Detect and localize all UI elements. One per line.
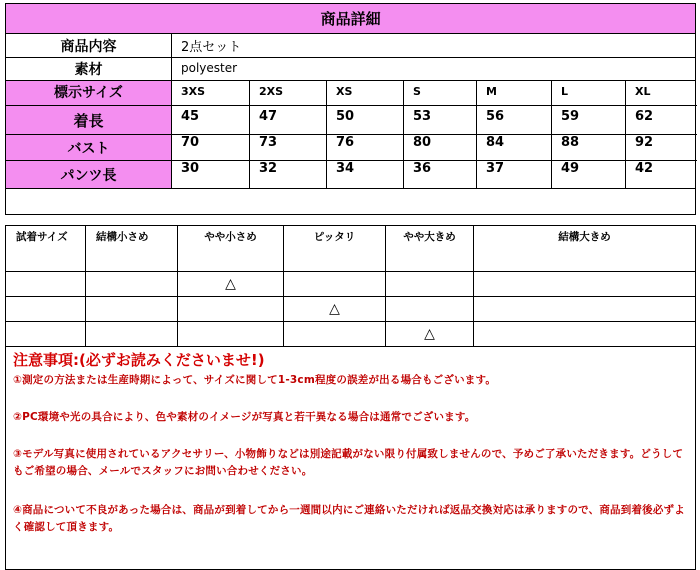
fit-cell xyxy=(474,322,696,347)
fit-cell xyxy=(86,322,178,347)
fit-row-1-label xyxy=(6,272,86,297)
note-item-3: ③モデル写真に使用されているアクセサリー、小物飾りなどは別途記載がない限り付属致しませんので、予めご了承いただきます。どうしてもご希望の場合、メールでスタッフにお問い合わせください。 xyxy=(13,448,684,477)
fit-mark-slightly-smaller: △ xyxy=(178,272,284,297)
bust-2xs: 73 xyxy=(250,135,327,161)
notes-title: 注意事項:(必ずお読みくださいませ!) xyxy=(13,351,265,369)
fit-cell xyxy=(178,297,284,322)
bust-m: 84 xyxy=(477,135,552,161)
note-item-4: ④商品について不良があった場合は、商品が到着してから一週間以内にご連絡いただければ返品交換対応は承りますので、商品到着後必ずよく確認して頂きます。 xyxy=(13,504,685,533)
bust-s: 80 xyxy=(404,135,477,161)
fit-header-just-right: ピッタリ xyxy=(284,226,386,272)
fit-row-2-label xyxy=(6,297,86,322)
length-2xs: 47 xyxy=(250,106,327,135)
fit-mark-just-right: △ xyxy=(284,297,386,322)
length-s: 53 xyxy=(404,106,477,135)
fit-mark-slightly-larger: △ xyxy=(386,322,474,347)
size-header-3xs: 3XS xyxy=(172,81,250,106)
fit-header-much-larger: 結構大きめ xyxy=(474,226,696,272)
fit-and-notes xyxy=(5,225,695,570)
fit-table xyxy=(5,225,696,570)
content-label: 商品内容 xyxy=(6,34,172,58)
size-header-xl: XL xyxy=(626,81,696,106)
material-value: polyester xyxy=(172,58,696,81)
size-label: 標示サイズ xyxy=(6,81,172,106)
row-label-pants-length: パンツ長 xyxy=(6,161,172,189)
page-title: 商品詳細 xyxy=(6,4,696,34)
fit-cell xyxy=(386,297,474,322)
pants-2xs: 32 xyxy=(250,161,327,189)
material-label: 素材 xyxy=(6,58,172,81)
pants-m: 37 xyxy=(477,161,552,189)
bust-xs: 76 xyxy=(327,135,404,161)
size-header-2xs: 2XS xyxy=(250,81,327,106)
pants-3xs: 30 xyxy=(172,161,250,189)
fit-cell xyxy=(474,272,696,297)
fit-cell xyxy=(386,272,474,297)
length-3xs: 45 xyxy=(172,106,250,135)
bust-xl: 92 xyxy=(626,135,696,161)
size-header-l: L xyxy=(552,81,626,106)
fit-header-slightly-smaller: やや小さめ xyxy=(178,226,284,272)
size-header-m: M xyxy=(477,81,552,106)
bust-l: 88 xyxy=(552,135,626,161)
fit-header-much-smaller: 結構小さめ xyxy=(86,226,178,272)
size-header-xs: XS xyxy=(327,81,404,106)
spacer-row xyxy=(6,189,696,215)
fit-cell xyxy=(178,322,284,347)
fit-cell xyxy=(474,297,696,322)
size-header-s: S xyxy=(404,81,477,106)
fit-label-header: 試着サイズ xyxy=(6,226,86,272)
note-item-1: ①測定の方法または生産時期によって、サイズに関して1-3cm程度の誤差が出る場合もございます。 xyxy=(13,374,497,386)
fit-header-slightly-larger: やや大きめ xyxy=(386,226,474,272)
bust-3xs: 70 xyxy=(172,135,250,161)
row-label-bust: バスト xyxy=(6,135,172,161)
pants-xl: 42 xyxy=(626,161,696,189)
row-label-length: 着長 xyxy=(6,106,172,135)
length-xs: 50 xyxy=(327,106,404,135)
fit-cell xyxy=(86,297,178,322)
pants-xs: 34 xyxy=(327,161,404,189)
length-xl: 62 xyxy=(626,106,696,135)
fit-cell xyxy=(284,272,386,297)
product-detail-table xyxy=(5,3,696,215)
notes-section xyxy=(6,347,696,570)
pants-l: 49 xyxy=(552,161,626,189)
fit-cell xyxy=(86,272,178,297)
note-item-2: ②PC環境や光の具合により、色や素材のイメージが写真と若干異なる場合は通常でございます。 xyxy=(13,411,476,423)
pants-s: 36 xyxy=(404,161,477,189)
length-m: 56 xyxy=(477,106,552,135)
fit-cell xyxy=(284,322,386,347)
length-l: 59 xyxy=(552,106,626,135)
fit-row-3-label xyxy=(6,322,86,347)
product-detail-sheet xyxy=(5,3,695,215)
content-value: 2点セット xyxy=(172,34,696,58)
